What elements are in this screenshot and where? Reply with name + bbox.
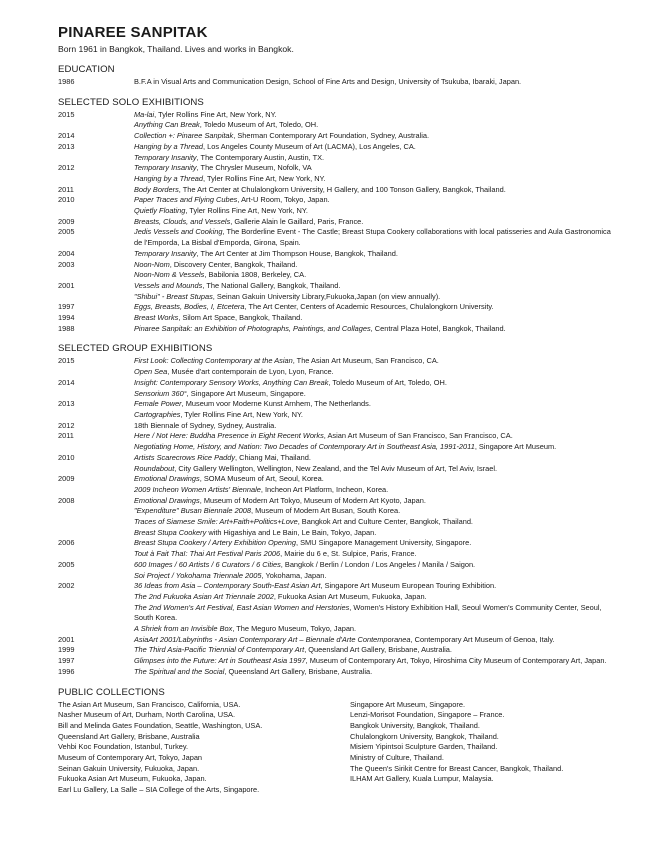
row-year: 2011 [58,431,74,441]
row-title: Breast Stupa Cookery / Artery Exhibition Opening [134,538,296,548]
row-details: , Women's History Exhibition Hall, Seoul Women's Community Center, Seoul, South Korea. [134,602,602,623]
row-title: Sensorium 360° [134,388,187,398]
row-title: Breast Stupa Cookery [134,527,207,537]
row-text [134,453,618,464]
row-year: 2002 [58,581,75,591]
row-title: Open Sea [134,367,168,377]
row-details: , Singapore Art Museum European Touring Exhibition. [320,581,497,591]
exhibition-row [58,517,618,528]
row-title: The Third Asia-Pacific Triennial of Contemporary Art [134,645,305,655]
row-year: 1996 [58,666,75,676]
exhibition-row [58,592,618,603]
row-year [58,206,134,217]
row-details: , Babilonia 1808, Berkeley, CA. [204,270,307,280]
exhibition-row [58,656,618,667]
row-details: , The Contemporary Austin, Austin, TX. [196,152,325,162]
row-text [134,485,618,496]
row-title: 600 Images / 60 Artists / 6 Curators / 6 Cities [134,559,281,569]
exhibition-row [58,249,618,260]
row-details: , Toledo Museum of Art, Toledo, OH. [328,377,447,387]
row-text [134,538,618,549]
exhibition-row [58,292,618,303]
collection-item: ILHAM Art Gallery, Kuala Lumpur, Malaysia. [350,774,494,784]
row-details: , The Meguro Museum, Tokyo, Japan. [232,624,357,634]
row-year: 2010 [58,452,75,462]
exhibition-row [58,464,618,475]
row-title: The 2nd Women's Art Festival, East Asian Women and Herstories [134,602,350,612]
collections-column-left [58,700,350,796]
exhibition-row [58,538,618,549]
row-title: AsiaArt 2001/Labyrinths - Asian Contemporary Art – Biennale d'Arte Contemporanea [134,634,411,644]
collection-item: Singapore Art Museum, Singapore. [350,699,466,709]
exhibition-row [58,453,618,464]
row-details: , Tyler Rollins Fine Art, New York, NY. [180,409,303,419]
row-year: 2008 [58,495,75,505]
row-year [58,153,134,164]
row-title: Artists Scarecrows Rice Paddy [134,452,236,462]
row-title: Temporary Insanity [134,152,197,162]
row-title: Here / Not Here: Buddha Presence in Eight Recent Works [134,431,324,441]
solo-exhibitions-list [58,110,618,335]
row-title: Paper Traces and Flying Cubes [134,195,238,205]
row-title: First Look: Collecting Contemporary at the Asian [134,356,293,366]
exhibition-row [58,399,618,410]
row-title: Temporary Insanity [134,248,197,258]
row-title: Collection +: Pinaree Sanpitak [134,131,234,141]
artist-name: PINAREE SANPITAK [58,24,208,41]
exhibition-row [58,528,618,539]
collection-item: Bangkok University, Bangkok, Thailand. [350,720,480,730]
row-text [134,464,618,475]
row-text [134,603,618,624]
row-title: The Spiritual and the Social [134,666,225,676]
row-year: 2013 [58,399,75,409]
row-details: , The National Gallery, Bangkok, Thailand. [202,280,341,290]
row-title: Cartographies [134,409,181,419]
exhibition-row [58,110,618,121]
row-details: , Silom Art Space, Bangkok, Thailand. [178,313,303,323]
row-year [58,506,134,517]
row-text [134,217,618,228]
exhibition-row [58,581,618,592]
row-text [134,378,618,389]
exhibition-row [58,227,618,248]
collection-item: Seinan Gakuin University, Fukuoka, Japan. [58,763,200,773]
exhibition-row [58,324,618,335]
row-text [134,281,618,292]
exhibition-row [58,635,618,646]
exhibition-row [58,356,618,367]
row-title: The 2nd Fukuoka Asian Art Triennale 2002 [134,591,274,601]
row-text [134,560,618,571]
row-details: , Mairie du 6 e, St. Sulpice, Paris, France. [280,549,417,559]
row-year: 2015 [58,356,75,366]
collections-column-right [350,700,618,796]
row-year: 2013 [58,141,75,151]
collection-item: Chulalongkorn University, Bangkok, Thailand. [350,731,499,741]
row-title: Roundabout [134,463,175,473]
row-year [58,292,134,303]
row-text [134,389,618,400]
row-details: , The Art Center, Centers of Academic Resources, Chulalongkorn University. [244,302,494,312]
public-collections [58,700,618,796]
row-year [58,410,134,421]
row-details: , Queensland Art Gallery, Brisbane, Australia. [224,666,373,676]
row-text [134,206,618,217]
row-text [134,571,618,582]
row-title: Pinaree Sanpitak: an Exhibition of Photographs, Paintings, and Collages [134,323,371,333]
row-title: Insight: Contemporary Sensory Works, Anything Can Break [134,377,329,387]
exhibition-row [58,560,618,571]
row-year [58,464,134,475]
row-title: Breasts, Clouds, and Vessels [134,216,231,226]
exhibition-row [58,431,618,442]
row-title: Vessels and Mounds [134,280,203,290]
exhibition-row [58,624,618,635]
row-details: 18th Biennale of Sydney, Sydney, Australia. [134,420,277,430]
row-details: , Queensland Art Gallery, Brisbane, Australia. [304,645,452,655]
exhibition-row [58,410,618,421]
row-title: "Shibui" - Breast Stupas [134,291,213,301]
public-collections-heading: PUBLIC COLLECTIONS [58,686,165,698]
row-year: 2009 [58,474,75,484]
row-year: 1988 [58,323,75,333]
row-text [134,77,618,88]
row-text [134,356,618,367]
exhibition-row [58,77,618,88]
row-title: Female Power [134,399,182,409]
row-year: 2012 [58,163,75,173]
row-year: 2015 [58,109,75,119]
collection-item: Lenzi-Morisot Foundation, Singapore – France. [350,710,505,720]
row-text [134,153,618,164]
row-title: Hanging by a Thread [134,141,204,151]
row-title: "Expenditure" Busan Biennale 2008 [134,506,252,516]
row-title: Noon-Nom [134,259,170,269]
row-text [134,174,618,185]
row-year [58,517,134,528]
row-year [58,571,134,582]
row-year [58,270,134,281]
row-year: 2005 [58,227,75,237]
row-title: Anything Can Break [134,120,200,130]
row-details: , Seinan Gakuin University Library,Fukuoka,Japan (on view annually). [212,291,441,301]
exhibition-row [58,281,618,292]
row-title: Hanging by a Thread [134,173,204,183]
row-year: 2004 [58,248,75,258]
row-title: Ma-lai [134,109,155,119]
row-details: , Fukuoka Asian Art Museum, Fukuoka, Japan. [273,591,427,601]
row-text [134,302,618,313]
row-details: , The Asian Art Museum, San Francisco, CA. [292,356,439,366]
collection-item: Bill and Melinda Gates Foundation, Seattle, Washington, USA. [58,720,263,730]
exhibition-row [58,571,618,582]
row-text [134,270,618,281]
row-title: Temporary Insanity [134,163,197,173]
row-title: 36 Ideas from Asia – Contemporary South-East Asian Art [134,581,321,591]
exhibition-row [58,474,618,485]
row-text [134,367,618,378]
row-text [134,506,618,517]
row-details: , Incheon Art Platform, Incheon, Korea. [260,484,389,494]
row-year: 2005 [58,559,75,569]
row-year: 2014 [58,377,75,387]
row-title: Jedis Vessels and Cooking [134,227,223,237]
exhibition-row [58,667,618,678]
row-details: , The Art Center at Jim Thompson House, Bangkok, Thailand. [196,248,398,258]
row-details: , Discovery Center, Bangkok, Thailand. [169,259,298,269]
exhibition-row [58,442,618,453]
row-year: 1997 [58,656,75,666]
row-text [134,324,618,335]
collection-item: The Asian Art Museum, San Francisco, California, USA. [58,699,241,709]
row-details: , SOMA Museum of Art, Seoul, Korea. [199,474,324,484]
row-title: Eggs, Breasts, Bodies, I, Etcetera [134,302,245,312]
row-title: Body Borders [134,184,179,194]
row-details: , Toledo Museum of Art, Toledo, OH. [199,120,319,130]
solo-exhibitions-heading: SELECTED SOLO EXHIBITIONS [58,96,204,108]
row-year: 2014 [58,131,75,141]
row-text [134,249,618,260]
row-year [58,624,134,635]
row-year: 1999 [58,645,75,655]
row-title: Tout à Fait Thaï: Thai Art Festival Paris 2006 [134,549,281,559]
row-title: Traces of Siamese Smile: Art+Faith+Politics+Love [134,517,298,527]
row-text [134,517,618,528]
education-heading: EDUCATION [58,64,115,75]
exhibition-row [58,206,618,217]
row-text [134,110,618,121]
row-year: 2012 [58,420,75,430]
exhibition-row [58,367,618,378]
row-text [134,442,618,453]
row-details: , Tyler Rollins Fine Art, New York, NY. [185,206,308,216]
collection-item: Ministry of Culture, Thailand. [350,753,444,763]
row-details: , Los Angeles County Museum of Art (LACMA), Los Angeles, CA. [203,141,416,151]
row-year [58,549,134,560]
exhibition-row [58,421,618,432]
row-text [134,313,618,324]
collection-item: Vehbi Koc Foundation, Istanbul, Turkey. [58,742,189,752]
row-title: A Shriek from an Invisible Box [134,624,233,634]
row-details: , Tyler Rollins Fine Art, New York, NY. [154,109,277,119]
row-title: 2009 Incheon Women Artists' Biennale [134,484,261,494]
row-text [134,645,618,656]
row-details: , Yokohama, Japan. [261,570,327,580]
exhibition-row [58,506,618,517]
exhibition-row [58,260,618,271]
row-title: Negotiating Home, History, and Nation: Two Decades of Contemporary Art in Southeast Asia, 1991-2011 [134,442,475,452]
exhibition-row [58,313,618,324]
row-title: Emotional Drawings [134,495,200,505]
exhibition-row [58,217,618,228]
row-text [134,656,618,667]
row-text [134,421,618,432]
exhibition-row [58,496,618,507]
exhibition-row [58,645,618,656]
exhibition-row [58,174,618,185]
exhibition-row [58,131,618,142]
row-year [58,389,134,400]
exhibition-row [58,389,618,400]
row-year: 2001 [58,634,75,644]
exhibition-row [58,163,618,174]
row-year [58,603,134,624]
row-details: , Central Plaza Hotel, Bangkok, Thailand. [370,323,506,333]
row-details: , Tyler Rollins Fine Art, New York, NY. [203,173,326,183]
group-exhibitions-list [58,356,618,677]
row-details: , The Borderline Event - The Castle; Breast Stupa Cookery collaborations with local patisseries and Aula Gastronomica de l'Emporda, La Bisbal d'Emporda, Girona, Spain. [134,227,611,248]
row-details: , Bangkok / Berlin / London / Los Angeles / Manila / Saigon. [280,559,476,569]
exhibition-row [58,153,618,164]
row-details: , Sherman Contemporary Art Foundation, Sydney, Australia. [233,131,430,141]
row-details: , Bangkok Art and Culture Center, Bangkok, Thailand. [297,517,473,527]
row-text [134,431,618,442]
exhibition-row [58,302,618,313]
row-details: , SMU Singapore Management University, Singapore. [296,538,472,548]
exhibition-row [58,549,618,560]
row-title: Breast Works [134,313,179,323]
collection-item: Fukuoka Asian Art Museum, Fukuoka, Japan. [58,774,207,784]
row-details: with Higashiya and Le Bain, Le Bain, Tokyo, Japan. [206,527,377,537]
cv-page [58,24,618,796]
row-year: 2009 [58,216,75,226]
row-text [134,260,618,271]
row-details: B.F.A in Visual Arts and Communication Design, School of Fine Arts and Design, University of Tsukuba, Ibaraki, Japan. [134,77,522,86]
row-text [134,549,618,560]
row-text [134,581,618,592]
row-year: 2010 [58,195,75,205]
row-year: 2001 [58,280,75,290]
row-details: , Art-U Room, Tokyo, Japan. [237,195,330,205]
row-title: Quietly Floating [134,206,186,216]
row-year [58,528,134,539]
collection-item: The Queen's Sirikit Centre for Breast Cancer, Bangkok, Thailand. [350,763,564,773]
row-year: 1994 [58,313,75,323]
row-title: Glimpses into the Future: Art in Southeast Asia 1997 [134,656,306,666]
row-text [134,528,618,539]
row-year [58,485,134,496]
row-year [58,174,134,185]
row-text [134,292,618,303]
row-year: 2003 [58,259,75,269]
row-text [134,227,618,248]
row-details: , Gallerie Alain le Gaillard, Paris, France. [230,216,364,226]
row-details: , The Art Center at Chulalongkorn University, H Gallery, and 100 Tonson Gallery, Bangkok, Thailand. [178,184,506,194]
row-details: , The Chrysler Museum, Nofolk, VA [196,163,312,173]
row-details: , Asian Art Museum of San Francisco, San Francisco, CA. [323,431,513,441]
row-title: Noon-Nom & Vessels [134,270,205,280]
artist-bio: Born 1961 in Bangkok, Thailand. Lives and works in Bangkok. [58,44,294,54]
row-year [58,442,134,453]
row-text [134,142,618,153]
row-details: , Museum voor Moderne Kunst Arnhem, The Netherlands. [181,399,371,409]
exhibition-row [58,270,618,281]
row-details: , Museum of Contemporary Art, Tokyo, Hiroshima City Museum of Contemporary Art, Japan. [305,656,607,666]
row-text [134,185,618,196]
row-text [134,120,618,131]
row-year [58,367,134,378]
row-text [134,195,618,206]
row-text [134,399,618,410]
education-list [58,77,618,88]
row-title: Emotional Drawings [134,474,200,484]
exhibition-row [58,485,618,496]
row-year: 1986 [58,77,75,86]
row-year: 2006 [58,538,75,548]
collection-item: Museum of Contemporary Art, Tokyo, Japan [58,753,203,763]
row-text [134,635,618,646]
exhibition-row [58,185,618,196]
exhibition-row [58,142,618,153]
row-year: 1997 [58,302,75,312]
collection-item: Earl Lu Gallery, La Salle – SIA College of the Arts, Singapore. [58,785,260,795]
exhibition-row [58,603,618,624]
group-exhibitions-heading: SELECTED GROUP EXHIBITIONS [58,343,213,355]
row-text [134,163,618,174]
row-year [58,592,134,603]
row-text [134,131,618,142]
row-text [134,496,618,507]
row-details: , Chiang Mai, Thailand. [235,452,311,462]
row-details: , Museum of Modern Art Tokyo, Museum of Modern Art Kyoto, Japan. [199,495,426,505]
exhibition-row [58,120,618,131]
row-title: Soi Project / Yokohama Triennale 2005 [134,570,262,580]
row-year [58,120,134,131]
row-text [134,592,618,603]
row-details: , Contemporary Art Museum of Genoa, Italy. [410,634,555,644]
row-details: , Musée d'art contemporain de Lyon, Lyon, France. [167,367,334,377]
row-text [134,624,618,635]
collection-item: Nasher Museum of Art, Durham, North Carolina, USA. [58,710,236,720]
row-details: , Singapore Art Museum. [474,442,557,452]
row-text [134,474,618,485]
row-details: , Singapore Art Museum, Singapore. [186,388,306,398]
row-details: , Museum of Modern Art Busan, South Korea. [251,506,401,516]
collection-item: Misiem Yipintsoi Sculpture Garden, Thailand. [350,742,498,752]
row-details: , City Gallery Wellington, Wellington, New Zealand, and the Tel Aviv Museum of Art, Tel Aviv, Israel. [174,463,498,473]
row-text [134,667,618,678]
row-text [134,410,618,421]
row-year: 2011 [58,184,74,194]
exhibition-row [58,378,618,389]
collection-item: Queensland Art Gallery, Brisbane, Australia [58,731,200,741]
exhibition-row [58,195,618,206]
